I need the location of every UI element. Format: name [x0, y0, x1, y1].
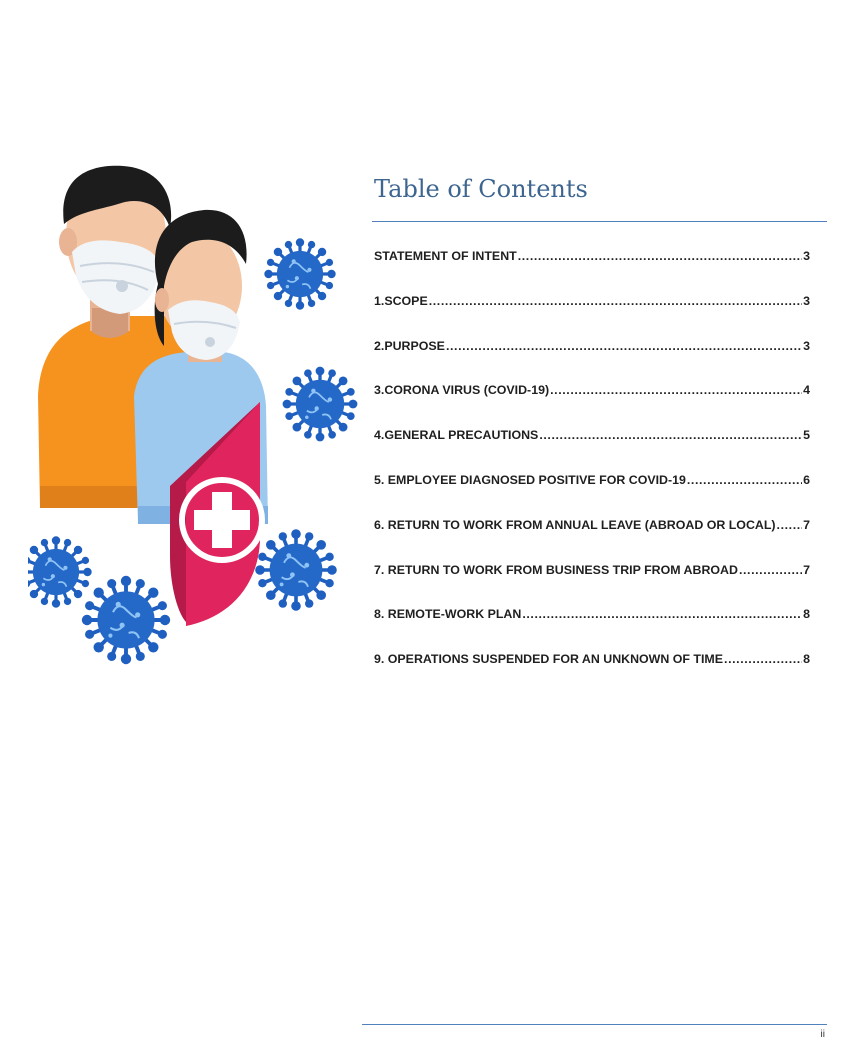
virus-icon: [82, 576, 170, 664]
toc-entry-text: 5. EMPLOYEE DIAGNOSED POSITIVE FOR COVID-19: [374, 472, 686, 487]
toc-dot-leader: [429, 294, 802, 308]
toc-entry-page: 8: [803, 607, 810, 622]
virus-icon: [283, 367, 358, 442]
toc-entry-text: 9. OPERATIONS SUSPENDED FOR AN UNKNOWN OF TIME: [374, 652, 724, 667]
toc-dot-leader: [446, 339, 802, 353]
toc-dot-leader: [518, 249, 802, 263]
toc-title: Table of Contents: [374, 175, 588, 203]
toc-entry-page: 7: [803, 562, 810, 577]
toc-entry-remote-work-plan[interactable]: [374, 607, 810, 652]
toc-entry-corona-virus[interactable]: [374, 383, 810, 428]
toc-entry-operations-suspended[interactable]: [374, 652, 810, 697]
page-number: ii: [820, 1029, 825, 1040]
toc-entry-text: 2.PURPOSE: [374, 338, 445, 353]
toc-entry-page: 4: [803, 383, 810, 398]
virus-icon: [28, 536, 92, 607]
toc-entry-general-precautions[interactable]: [374, 428, 810, 473]
toc-entry-text: STATEMENT OF INTENT: [374, 249, 517, 263]
toc-dot-leader: [539, 428, 802, 442]
toc-entry-text: 7. RETURN TO WORK FROM BUSINESS TRIP FROM ABROAD: [374, 562, 738, 577]
toc-entry-text: 8. REMOTE-WORK PLAN: [374, 607, 522, 622]
toc-entry-text: 3.CORONA VIRUS (COVID-19): [374, 383, 550, 398]
toc-entry-scope[interactable]: [374, 294, 810, 339]
toc-entry-page: 3: [803, 293, 810, 308]
toc-entry-purpose[interactable]: [374, 339, 810, 384]
toc-entry-page: 8: [803, 652, 810, 667]
toc-dot-leader: [777, 518, 803, 532]
toc-entry-page: 7: [803, 517, 810, 532]
toc-entry-text: 6. RETURN TO WORK FROM ANNUAL LEAVE (ABROAD OR LOCAL): [374, 517, 776, 532]
toc-entry-employee-diagnosed[interactable]: [374, 473, 810, 518]
toc-dot-leader: [522, 607, 802, 621]
toc-dot-leader: [550, 383, 802, 397]
toc-dot-leader: [724, 652, 802, 666]
virus-icon: [255, 529, 337, 611]
toc-entry-statement-of-intent[interactable]: [374, 249, 810, 294]
toc-entry-return-from-business-trip[interactable]: [374, 563, 810, 608]
toc-entry-page: 3: [803, 338, 810, 353]
toc-entry-text: 1.SCOPE: [374, 293, 428, 308]
virus-icon: [264, 238, 335, 309]
table-of-contents: [374, 249, 810, 697]
toc-entry-page: 5: [803, 428, 810, 443]
covid-illustration: [28, 96, 360, 708]
illustration-svg: [28, 96, 360, 708]
toc-entry-page: 3: [803, 249, 810, 263]
toc-entry-page: 6: [803, 472, 810, 487]
toc-entry-return-from-annual-leave[interactable]: [374, 518, 810, 563]
toc-dot-leader: [739, 563, 802, 577]
footer-divider: [362, 1024, 827, 1025]
toc-entry-text: 4.GENERAL PRECAUTIONS: [374, 428, 539, 443]
toc-dot-leader: [687, 473, 802, 487]
toc-divider: [372, 221, 827, 222]
